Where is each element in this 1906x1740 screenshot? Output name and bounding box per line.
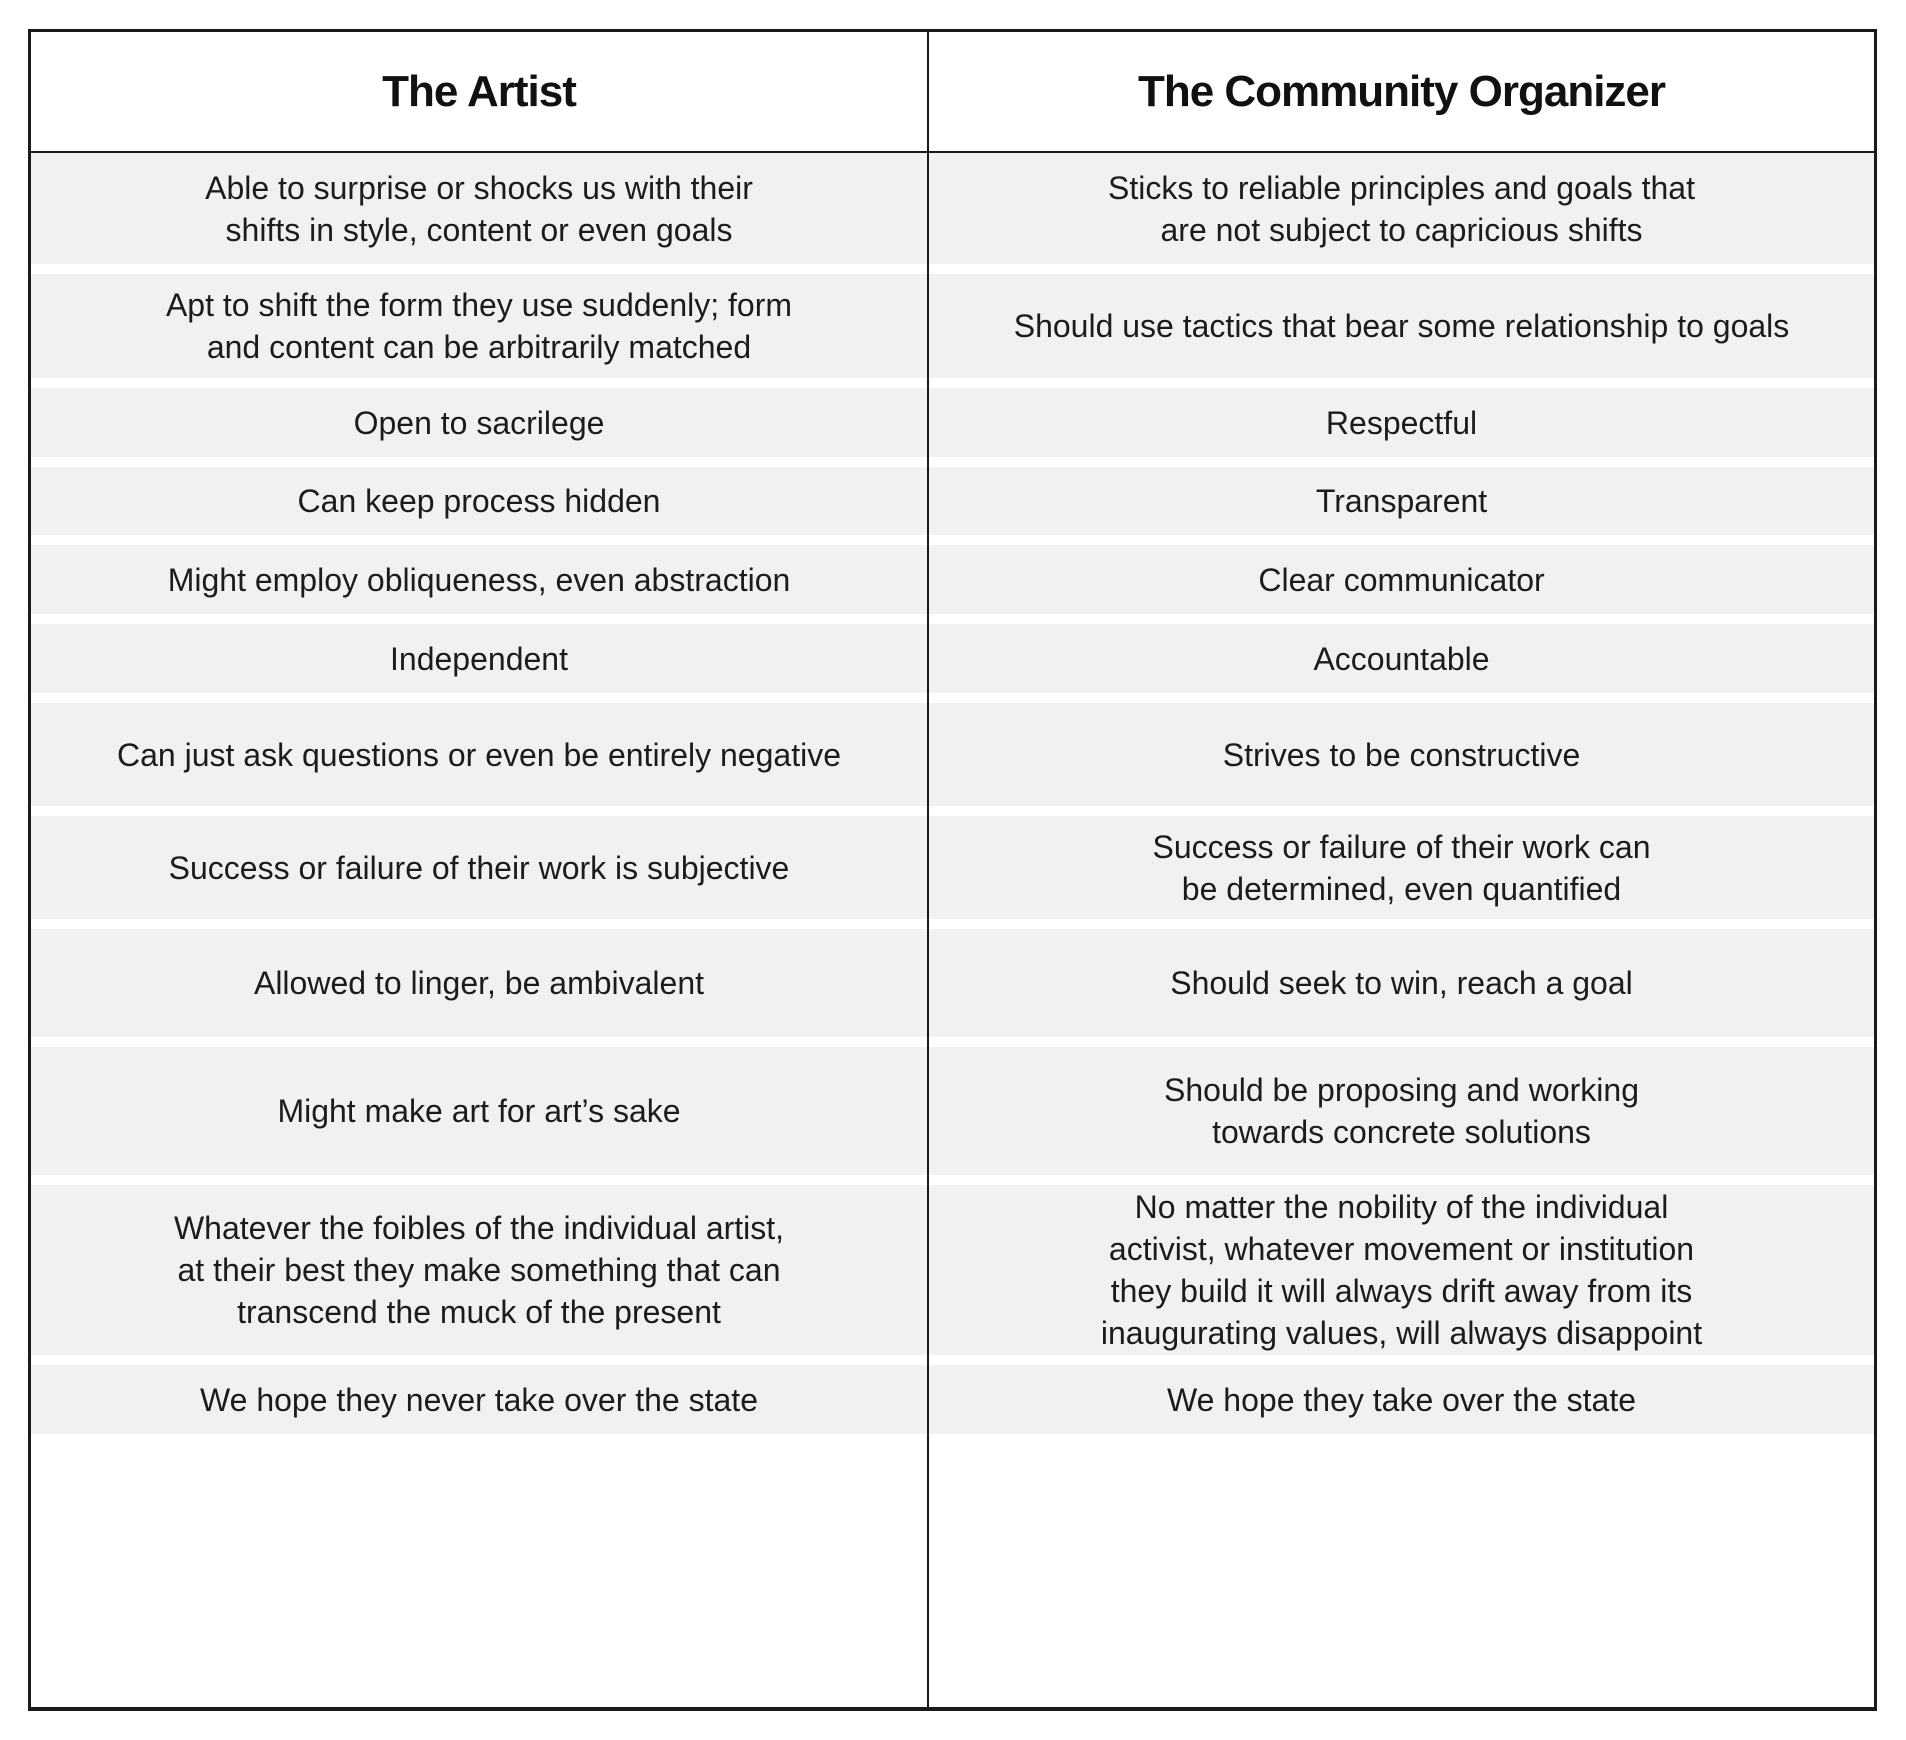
table-row [31, 929, 1874, 1037]
organizer-cell: Should be proposing and working towards concrete solutions [929, 1047, 1874, 1175]
artist-cell: Whatever the foibles of the individual artist, at their best they make something that can transcend the muck of the present [31, 1185, 927, 1355]
table-header-row [31, 32, 1874, 153]
table-row [31, 274, 1874, 378]
organizer-cell: Should use tactics that bear some relationship to goals [929, 274, 1874, 378]
column-divider [927, 32, 929, 1707]
table-row [31, 1047, 1874, 1175]
table-row [31, 816, 1874, 919]
organizer-cell: Clear communicator [929, 545, 1874, 614]
table-row [31, 624, 1874, 693]
header-artist: The Artist [382, 66, 576, 116]
organizer-cell: Transparent [929, 467, 1874, 535]
table-row [31, 1365, 1874, 1434]
artist-cell: Able to surprise or shocks us with their shifts in style, content or even goals [31, 153, 927, 264]
header-community-organizer: The Community Organizer [1137, 66, 1666, 116]
organizer-cell: Strives to be constructive [929, 703, 1874, 806]
artist-cell: Allowed to linger, be ambivalent [31, 929, 927, 1037]
organizer-cell: Sticks to reliable principles and goals that are not subject to capricious shifts [929, 153, 1874, 264]
organizer-cell: We hope they take over the state [929, 1365, 1874, 1434]
organizer-cell: Respectful [929, 388, 1874, 457]
organizer-cell: Should seek to win, reach a goal [929, 929, 1874, 1037]
artist-cell: Independent [31, 624, 927, 693]
artist-cell: We hope they never take over the state [31, 1365, 927, 1434]
artist-cell: Might employ obliqueness, even abstraction [31, 545, 927, 614]
comparison-table [28, 29, 1877, 1711]
organizer-cell: No matter the nobility of the individual activist, whatever movement or institution they build it will always drift away from its inaugurating values, will always disappoint [929, 1185, 1874, 1355]
artist-cell: Might make art for art’s sake [31, 1047, 927, 1175]
table-row [31, 703, 1874, 806]
table-row [31, 388, 1874, 457]
table-row [31, 545, 1874, 614]
table-row [31, 153, 1874, 264]
artist-cell: Can keep process hidden [31, 467, 927, 535]
table-row [31, 1185, 1874, 1355]
organizer-cell: Success or failure of their work can be determined, even quantified [929, 816, 1874, 919]
artist-cell: Open to sacrilege [31, 388, 927, 457]
artist-cell: Apt to shift the form they use suddenly; form and content can be arbitrarily matched [31, 274, 927, 378]
artist-cell: Success or failure of their work is subjective [31, 816, 927, 919]
table-row [31, 467, 1874, 535]
organizer-cell: Accountable [929, 624, 1874, 693]
artist-cell: Can just ask questions or even be entirely negative [31, 703, 927, 806]
